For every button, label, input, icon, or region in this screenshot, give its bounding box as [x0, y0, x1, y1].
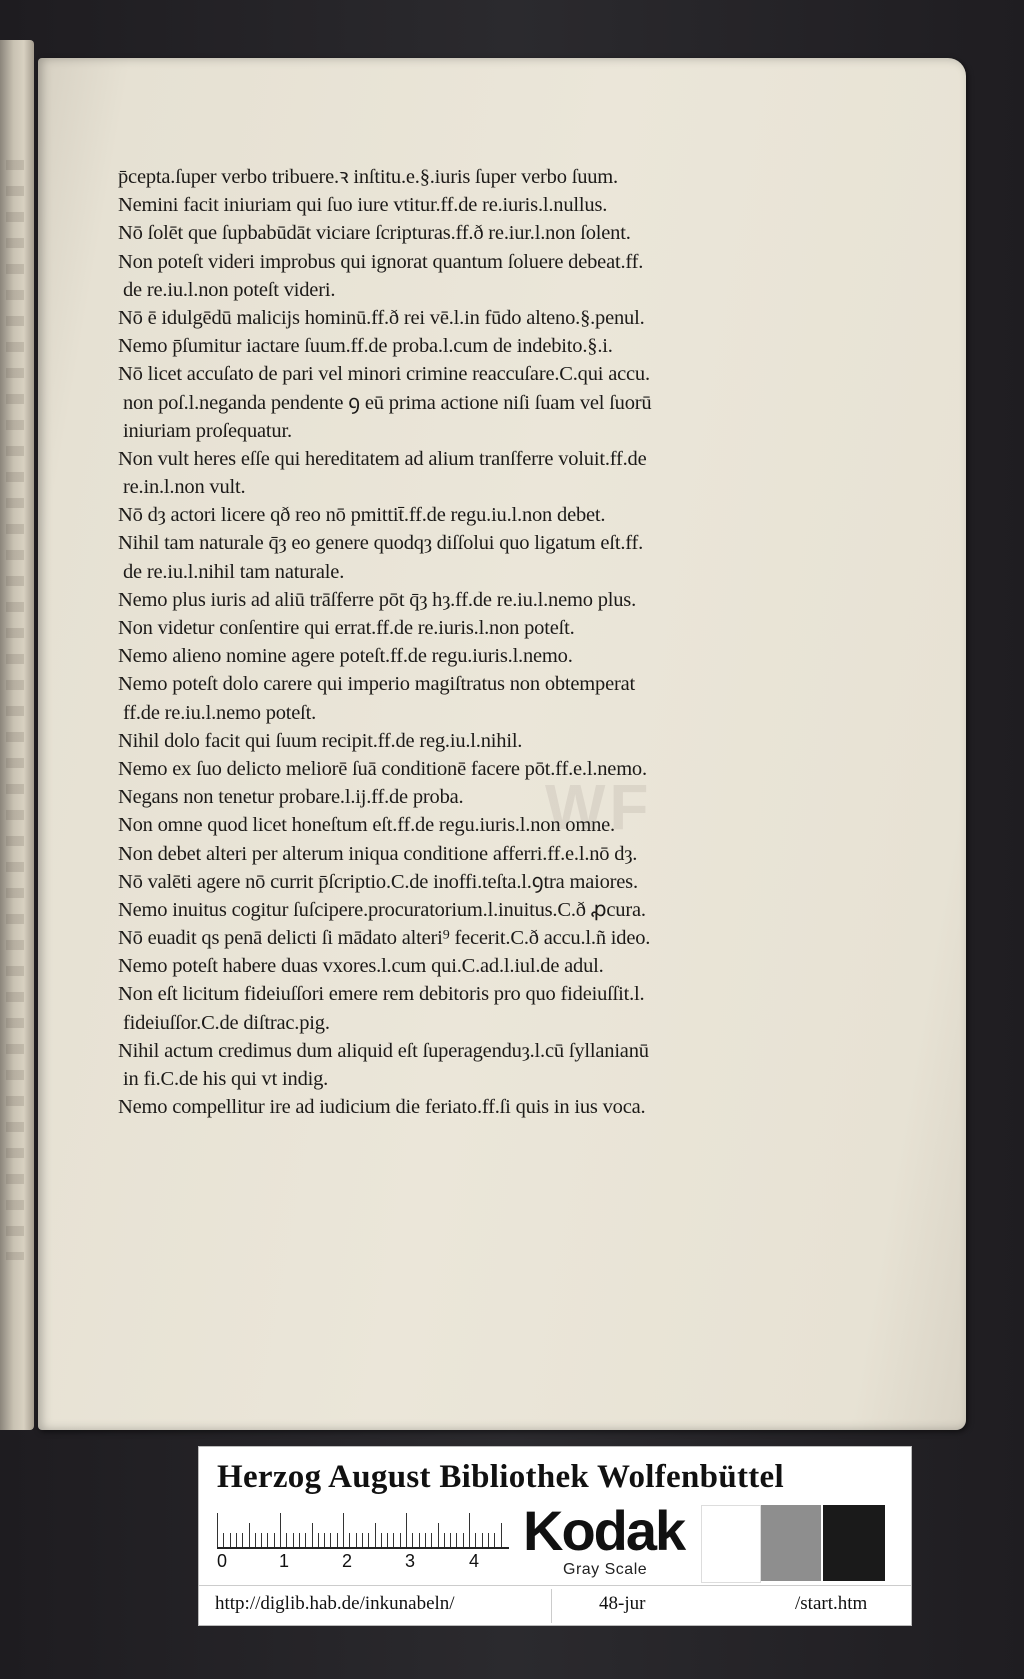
text-line: Nō valēti agere nō currit p̄ſcriptio.C.de inoffi.teſta.l.ꝯtra maiores. [118, 870, 638, 893]
ruler-tick [368, 1533, 369, 1547]
text-line: Non poteſt videri improbus qui ignorat quantum ſoluere debeat.ff. [118, 250, 644, 273]
ruler-tick [475, 1533, 476, 1547]
ruler-tick [381, 1533, 382, 1547]
text-line: Negans non tenetur probare.l.ij.ff.de proba. [118, 786, 464, 809]
ruler-tick [286, 1533, 287, 1547]
text-line: ff.de re.iu.l.nemo poteſt. [123, 701, 317, 724]
ruler-tick [488, 1533, 489, 1547]
ruler-tick [299, 1533, 300, 1547]
text-line: Nō euadit qs penā delicti ſi mādato alteri⁹ fecerit.C.ð accu.l.ñ ideo. [118, 927, 651, 950]
text-line: Non eſt licitum fideiuſſori emere rem debitoris pro quo fideiuſſit.l. [118, 983, 645, 1006]
ruler-tick [438, 1523, 439, 1547]
text-line: Nemo poteſt habere duas vxores.l.cum qui.C.ad.l.iul.de adul. [118, 955, 604, 978]
ruler-tick [305, 1533, 306, 1547]
card-divider [551, 1589, 552, 1623]
ruler-tick [330, 1533, 331, 1547]
text-line: Nemo p̄ſumitur iactare ſuum.ff.de proba.l.cum de indebito.§.i. [118, 335, 613, 358]
ruler-tick [318, 1533, 319, 1547]
text-line: iniuriam proſequatur. [123, 419, 292, 442]
page-text [118, 163, 778, 1121]
ruler-tick [217, 1513, 218, 1547]
text-line: re.in.l.non vult. [123, 476, 246, 499]
ruler-tick [293, 1533, 294, 1547]
ruler-tick [444, 1533, 445, 1547]
ruler-tick [356, 1533, 357, 1547]
library-name: Herzog August Bibliothek Wolfenbüttel [217, 1459, 784, 1495]
ruler-tick [494, 1533, 495, 1547]
text-line: Nihil dolo facit qui ſuum recipit.ff.de reg.iu.l.nihil. [118, 729, 523, 752]
ruler-tick [324, 1533, 325, 1547]
start-page: /start.htm [795, 1593, 868, 1614]
ruler-tick [412, 1533, 413, 1547]
text-line: fideiuſſor.C.de diſtrac.pig. [123, 1011, 330, 1034]
ruler-tick [230, 1533, 231, 1547]
ruler-tick [463, 1533, 464, 1547]
text-line: Nō ſolēt que ſupbabūdāt viciare ſcripturas.ff.ð re.iur.l.non ſolent. [118, 222, 631, 245]
text-line: non poſ.l.neganda pendente ꝯ eū prima actione niſi ſuam vel ſuorū [123, 391, 652, 414]
ruler-tick [343, 1513, 344, 1547]
ruler-tick [337, 1533, 338, 1547]
ruler-number: 0 [217, 1551, 228, 1571]
text-line: Nemo inuitus cogitur ſuſcipere.procuratorium.l.inuitus.C.ð ꝓcura. [118, 898, 646, 921]
text-line: Nō ē idulgēdū malicijs hominū.ff.ð rei vē.l.in fūdo alteno.§.penul. [118, 306, 645, 329]
text-line: Non omne quod licet honeſtum eſt.ff.de regu.iuris.l.non omne. [118, 814, 615, 837]
shelfmark: 48-jur [599, 1593, 646, 1614]
text-line: Non vult heres eſſe qui hereditatem ad alium tranſferre voluit.ff.de [118, 447, 647, 470]
ruler-tick [261, 1533, 262, 1547]
digital-library-url: http://diglib.hab.de/inkunabeln/ [215, 1593, 455, 1614]
text-line: de re.iu.l.nihil tam naturale. [123, 560, 345, 583]
color-reference-card [198, 1446, 912, 1626]
ruler-tick [501, 1523, 502, 1547]
ruler-tick [375, 1523, 376, 1547]
ruler-tick [349, 1533, 350, 1547]
text-line: in fi.C.de his qui vt indig. [123, 1068, 329, 1090]
text-line: Nō licet accuſato de pari vel minori crimine reaccuſare.C.qui accu. [118, 363, 650, 386]
gray-scale-label: Gray Scale [563, 1561, 648, 1578]
text-line: de re.iu.l.non poteſt videri. [123, 278, 336, 301]
ruler-tick [419, 1533, 420, 1547]
ruler-tick [255, 1533, 256, 1547]
gray-swatch [761, 1505, 821, 1581]
text-line: Nihil tam naturale q̄ȝ eo genere quodqȝ diſſolui quo ligatum eſt.ff. [118, 532, 644, 555]
ruler-tick [236, 1533, 237, 1547]
ruler-tick [280, 1513, 281, 1547]
facing-page-edge [0, 40, 34, 1430]
watermark: WF [545, 771, 653, 843]
ruler-tick [425, 1533, 426, 1547]
ruler-tick [482, 1533, 483, 1547]
ruler-tick [242, 1533, 243, 1547]
ruler-tick [249, 1523, 250, 1547]
ruler-tick [400, 1533, 401, 1547]
text-line: Non debet alteri per alterum iniqua conditione afferri.ff.e.l.nō dȝ. [118, 842, 638, 865]
text-line: Nemo compellitur ire ad iudicium die feriato.ff.ſi quis in ius voca. [118, 1096, 646, 1119]
ruler-tick [312, 1523, 313, 1547]
ruler-tick [456, 1533, 457, 1547]
kodak-logo: Kodak [523, 1499, 685, 1562]
text-line: Nemo alieno nomine agere poteſt.ff.de regu.iuris.l.nemo. [118, 645, 573, 668]
ruler-tick [223, 1533, 224, 1547]
text-line: Nihil actum credimus dum aliquid eſt ſuperagenduȝ.l.cū ſyllanianū [118, 1039, 649, 1062]
ruler-tick [387, 1533, 388, 1547]
ruler-number: 4 [469, 1551, 480, 1571]
ruler-number: 2 [342, 1551, 353, 1571]
text-line: Nō dȝ actori licere qð reo nō pmittit̄.ff.de regu.iu.l.non debet. [118, 504, 606, 527]
ruler-numbers [217, 1551, 517, 1575]
ruler-tick [267, 1533, 268, 1547]
ruler-tick [393, 1533, 394, 1547]
ruler-number: 3 [405, 1551, 416, 1571]
ruler-number: 1 [279, 1551, 290, 1571]
text-line: p̄cepta.ſuper verbo tribuere.ꝛ inſtitu.e.§.iuris ſuper verbo ſuum. [118, 166, 618, 188]
text-line: Non videtur conſentire qui errat.ff.de re.iuris.l.non poteſt. [118, 617, 575, 639]
ruler-tick [431, 1533, 432, 1547]
black-swatch [823, 1505, 885, 1581]
ruler-tick [450, 1533, 451, 1547]
ruler-tick [274, 1533, 275, 1547]
measurement-ruler [217, 1511, 509, 1549]
text-line: Nemini facit iniuriam qui ſuo iure vtitur.ff.de re.iuris.l.nullus. [118, 194, 608, 217]
white-swatch [701, 1505, 761, 1583]
ruler-tick [362, 1533, 363, 1547]
ruler-tick [469, 1513, 470, 1547]
text-line: Nemo ex ſuo delicto meliorē ſuā conditionē facere pōt.ff.e.l.nemo. [118, 757, 647, 780]
card-divider [199, 1585, 911, 1586]
ruler-tick [406, 1513, 407, 1547]
text-line: Nemo plus iuris ad aliū trāſferre pōt q̄ȝ hȝ.ff.de re.iu.l.nemo plus. [118, 588, 637, 611]
text-line: Nemo poteſt dolo carere qui imperio magiſtratus non obtemperat [118, 673, 636, 696]
